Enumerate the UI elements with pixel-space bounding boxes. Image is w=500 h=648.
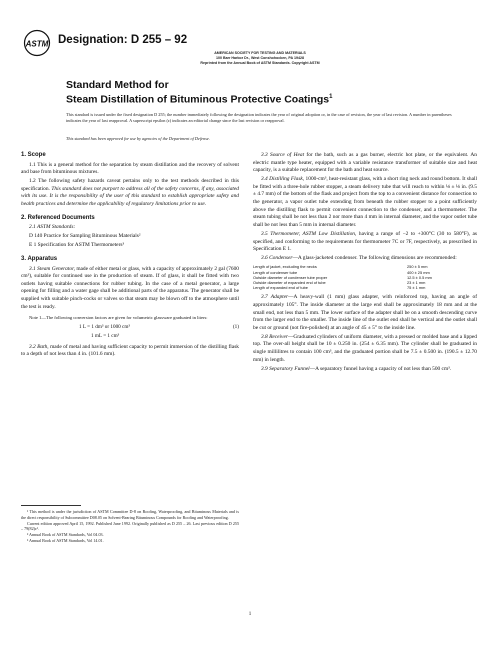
table-row: Outside diameter of condenser tube proper 12.5 ± 0.5 mm — [253, 274, 432, 280]
footnote: ¹ This method is under the jurisdiction of ASTM Committee D-8 on Roofing, Waterproofing, and Bituminous Materials and is the direct responsibility of Subcommittee D08.05 on Solvent-Bearing Bituminous Compounds for Roofing and Waterproofing. — [21, 509, 239, 520]
page-number: 1 — [248, 612, 252, 617]
footnotes — [21, 509, 239, 545]
footnote-divider — [21, 505, 81, 506]
paragraph-1-1: 1.1 This is a general method for the separation by steam distillation and the recovery of solvent and base from bituminous mixtures. — [21, 161, 239, 176]
reference-item: E 1 Specification for ASTM Thermometers³ — [29, 242, 125, 249]
paragraph-3-2: 3.2 Bath, made of metal and having sufficient capacity to permit immersion of the distilling flask to a depth of not less than 4 in. (101.6 mm). — [21, 343, 239, 358]
title-footnote-mark: 1 — [329, 94, 333, 100]
paragraph-3-7: 3.7 Adapter—A heavy-wall (1 mm) glass adapter, with reinforced top, having an angle of approximately 105°. The inside diameter at the large end shall be approximately 18 mm and at the small end, not less than 5 mm. The lower surface of the adapter shall be on a smooth descending curve from the larger end to the smaller. The inside line of the outlet end shall be vertical and the outlet shall be cut or ground (not fire-polished) at an angle of 45 ± 5° to the inside line. — [253, 294, 477, 331]
logo-letters: ASTM — [25, 39, 49, 49]
paragraph-1-2: 1.2 The following safety hazards caveat pertains only to the test methods described in this specification. This standard does not purport to address all of the safety concerns, if any, associated with its use. It is the responsibility of the user of this standard to establish appropriate safety and health practices and determine the applicability of regulatory limitations prior to use. — [21, 178, 239, 208]
section-heading-apparatus: 3. Apparatus — [21, 256, 58, 263]
left-column — [21, 152, 239, 360]
right-column — [253, 152, 477, 375]
society-line: Reprinted from the Annual Book of ASTM Standards. Copyright ASTM — [200, 61, 320, 65]
title-line-2: Steam Distillation of Bituminous Protective Coatings$^1$ — [66, 93, 333, 106]
paragraph-2-1: 2.1 ASTM Standards: — [29, 224, 76, 231]
equation-1: 1 L = 1 dm³ or 1000 cm³ (1) — [79, 323, 239, 330]
reference-item: D 140 Practice for Sampling Bituminous Materials² — [29, 233, 141, 240]
equation-2: 1 mL = 1 cm³ — [91, 333, 120, 340]
table-row: Length of jacket, excluding the necks 250 ± 5 mm — [253, 264, 428, 270]
paragraph-3-1: 3.1 Steam Generator, made of either metal or glass, with a capacity of approximately 2 gal (7600 cm³), suitable for continued use in the production of steam. If of glass, it shall be fitted with two outlets having suitable connections for rubber tubing. In the case of a metal generator, a large opening for filling and a water gage shall be additional parts of the apparatus. The generator shall be supplied with suitable pinch-cocks or valves so that steam may be blown off to the atmosphere until the test is ready. — [21, 265, 239, 310]
document-title — [66, 79, 466, 106]
condenser-dimensions-table — [253, 264, 477, 290]
footnote: Current edition approved April 15, 1992. Published June 1992. Originally published as D 255 – 26. Last previous edition D 255 – 79(82)ε¹. — [21, 520, 239, 532]
approval-note: This standard has been approved for use by agencies of the Department of Defense. — [66, 136, 210, 141]
paragraph-3-8: 3.8 Receiver—Graduated cylinders of uniform diameter, with a pressed or molded base and a lipped top. The over-all height shall be 10 ± 0.250 in. (254 ± 6.35 mm). The cylinder shall be graduated in single millilitres to contain 100 cm³, and the graduated portion shall be 7.5 ± 0.500 in. (190.5 ± 12.70 mm) in length. — [253, 333, 478, 363]
issuance-note: This standard is issued under the fixed designation D 255; the number immediately following the designation indicates the year of original adoption or, in the case of revision, the year of last revision. A number in parentheses indicates the year of last reapproval. A superscript epsilon (ε) indicates an editorial change since the last revision or reapproval. — [66, 112, 452, 124]
society-line: AMERICAN SOCIETY FOR TESTING AND MATERIALS — [214, 51, 306, 55]
note-1: Note 1—The following conversion factors are given for volumetric glassware graduated in liters: — [29, 315, 208, 321]
paragraph-3-9: 3.9 Separatory Funnel—A separatory funnel having a capacity of not less than 500 cm³. — [261, 365, 452, 372]
society-line: 100 Barr Harbor Dr., West Conshohocken, PA 19428 — [215, 56, 304, 60]
paragraph-3-4: 3.4 Distilling Flask, 1000-cm³, heat-resistant glass, with a short ring neck and round bottom. It shall be fitted with a three-hole rubber stopper, a steam delivery tube that will reach to within ⅛ ± ⅛ in. (9.5 ± 4.7 mm) of the bottom of the flask and project from the top to a convenient distance for connection to the generator, a vapor outlet tube extending from beneath the rubber stopper to a point sufficiently above the distilling flask to permit convenient connection to the condenser, and a thermometer. The steam tubing shall be not less than 2 nor more than 4 mm in internal diameter, and the vapor outlet tube shall be not less than 5 mm in internal diameter. — [253, 176, 477, 228]
table-row: Length of condenser tube 400 ± 25 mm — [253, 269, 430, 275]
title-line-1: Standard Method for — [66, 79, 169, 91]
paragraph-3-6: 3.6 Condenser—A glass-jacketed condenser. The following dimensions are recommended: — [261, 255, 457, 262]
paragraph-3-3: 3.3 Source of Heat for the bath, such as a gas burner, electric hot plate, or the equivalent. An electric mantle type heater, equipped with a variable resistance transformer of suitable size and heat capacity, is a suitable replacement for the bath and heat source. — [253, 152, 477, 174]
footnote: ³ Annual Book of ASTM Standards, Vol 14.01. — [27, 538, 104, 544]
table-row: Length of expanded end of tube 75 ± 1 mm — [253, 285, 426, 291]
table-row: Outside diameter of expanded end of tube 23 ± 1 mm — [253, 279, 426, 285]
astm-logo-icon — [22, 29, 52, 57]
society-address — [140, 51, 380, 66]
section-heading-scope: 1. Scope — [21, 152, 46, 158]
paragraph-3-5: 3.5 Thermometer, ASTM Low Distillation, having a range of −2 to +300°C (30 to 580°F), as specified, and conforming to the requirements for thermometer 7C or 7F, respectively, as prescribed in Specification E 1. — [253, 230, 478, 253]
section-heading-referenced: 2. Referenced Documents — [21, 214, 95, 221]
designation: Designation: D 255 – 92 — [58, 34, 188, 46]
footnote: ² Annual Book of ASTM Standards, Vol 04.03. — [27, 532, 104, 538]
